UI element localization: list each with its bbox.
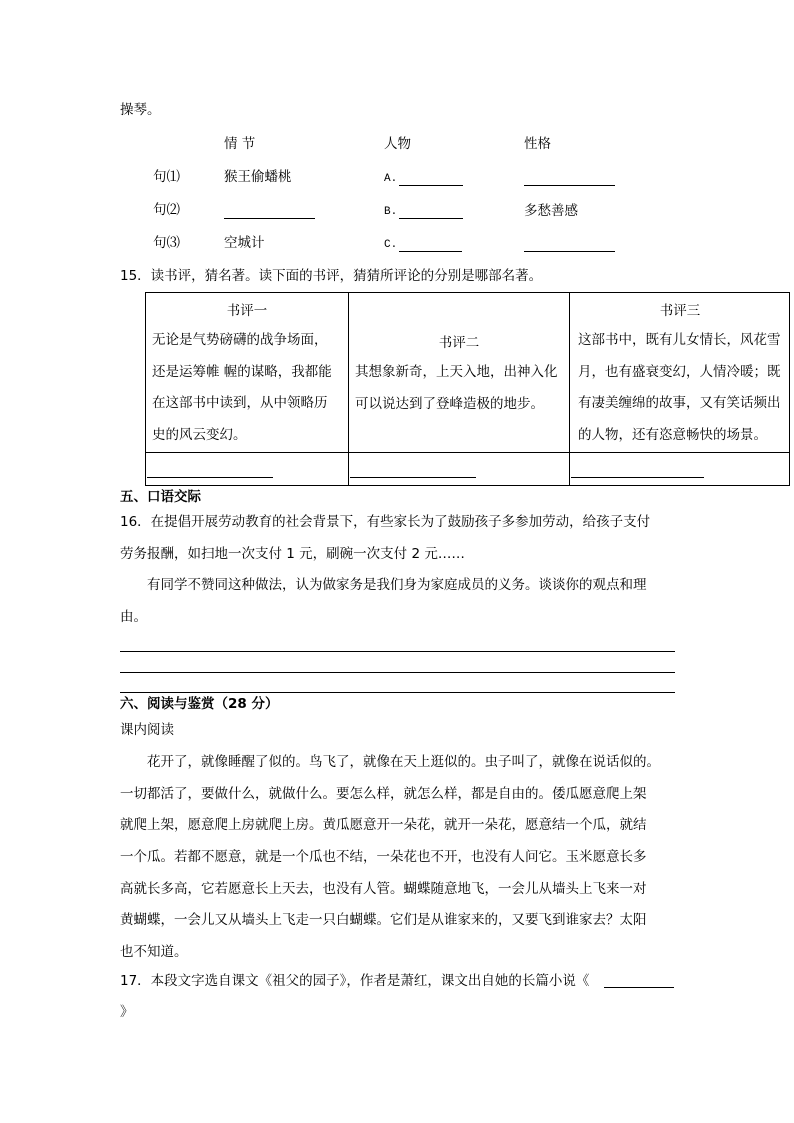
- passage-line: 黄蝴蝶，一会儿又从墙头上飞走一只白蝴蝶。它们是从谁家来的，又要飞到谁家去？太阳: [120, 912, 647, 929]
- q16-answer-line-3[interactable]: [120, 692, 675, 693]
- section-6-heading: 六、阅读与鉴赏（28 分）: [120, 696, 279, 712]
- review-1-body: [152, 325, 332, 451]
- review-2-line: 其想象新奇，上天入地，出神入化: [355, 364, 558, 380]
- review-1-line: 史的风云变幻。: [152, 426, 247, 443]
- q16-answer-line-2[interactable]: [120, 672, 675, 673]
- section-5-heading: 五、口语交际: [120, 489, 201, 505]
- q17-question: 17．本段文字选自课文《祖父的园子》，作者是萧红，课文出自她的长篇小说《: [120, 973, 590, 989]
- q16-line: 由。: [120, 609, 147, 626]
- column-divider: [348, 293, 349, 485]
- person-answer-blank-1[interactable]: [399, 185, 463, 186]
- trait-answer-blank-3[interactable]: [524, 251, 615, 252]
- passage-line: 花开了，就像睡醒了似的。鸟飞了，就像在天上逛似的。虫子叫了，就像在说话似的。: [147, 754, 660, 770]
- review-1-line: 无论是气势磅礴的战争场面，: [152, 332, 328, 348]
- row-label-2: 句⑵: [153, 202, 180, 218]
- review-3-answer-blank[interactable]: [571, 477, 704, 478]
- person-answer-blank-2[interactable]: [399, 218, 463, 219]
- q16-line: 劳务报酬，如扫地一次支付 1 元，刷碗一次支付 2 元……: [120, 545, 465, 562]
- review-2-line: 可以说达到了登峰造极的地步。: [355, 395, 544, 412]
- q16-answer-line-1[interactable]: [120, 651, 675, 652]
- review-1-answer-blank[interactable]: [147, 477, 273, 478]
- review-3-body: [578, 325, 781, 451]
- row-label-3: 句⑶: [153, 235, 180, 251]
- person-answer-blank-3[interactable]: [399, 251, 462, 252]
- person-prefix-3: C.: [384, 239, 398, 251]
- trait-answer-blank-1[interactable]: [524, 185, 615, 186]
- review-3-line: 的人物，还有恣意畅快的场景。: [578, 426, 767, 443]
- passage-line: 一切都活了，要做什么，就做什么。要怎么样，就怎么样，都是自由的。倭瓜愿意爬上架: [120, 785, 647, 802]
- q17-answer-blank[interactable]: [604, 987, 674, 988]
- header-trait: 性格: [524, 136, 551, 152]
- passage-line: 一个瓜。若都不愿意，就是一个瓜也不结，一朵花也不开，也没有人问它。玉米愿意长多: [120, 849, 647, 866]
- review-2-title: 书评二: [438, 335, 480, 351]
- passage-line: 就爬上架，愿意爬上房就爬上房。黄瓜愿意开一朵花，就开一朵花，愿意结一个瓜，就结: [120, 817, 647, 834]
- q16-line: 16．在提倡开展劳动教育的社会背景下，有些家长为了鼓励孩子多参加劳动，给孩子支付: [120, 514, 651, 530]
- section-6-subheading: 课内阅读: [120, 722, 174, 738]
- row-divider: [146, 452, 789, 453]
- header-person: 人物: [384, 136, 411, 152]
- row-label-1: 句⑴: [153, 169, 180, 185]
- review-2-answer-blank[interactable]: [350, 477, 476, 478]
- trait-2: 多愁善感: [524, 203, 578, 219]
- review-1-line: 在这部书中读到，从中领略历: [152, 395, 328, 411]
- intro-tail-text: 操琴。: [120, 102, 161, 118]
- review-2-body: [355, 357, 558, 420]
- plot-1: 猴王偷蟠桃: [224, 169, 292, 185]
- review-3-line: 月，也有盛衰变幻，人情冷暖；既: [578, 363, 781, 380]
- person-prefix-1: A.: [384, 173, 398, 185]
- q17-question-close: 》: [120, 1004, 134, 1020]
- plot-answer-blank-2[interactable]: [224, 218, 315, 219]
- review-3-line: 这部书中，既有儿女情长，风花雪: [578, 332, 781, 348]
- review-1-title: 书评一: [226, 303, 268, 319]
- column-divider: [569, 293, 570, 485]
- person-prefix-2: B.: [384, 206, 398, 218]
- review-3-line: 有凄美缠绵的故事，又有笑话频出: [578, 395, 781, 411]
- reading-passage: [120, 747, 680, 969]
- q16-line: 有同学不赞同这种做法，认为做家务是我们身为家庭成员的义务。谈谈你的观点和理: [147, 577, 647, 594]
- q16-question: [120, 507, 680, 634]
- passage-line: 高就长多高，它若愿意长上天去，也没有人管。蝴蝶随意地飞，一会儿从墙头上飞来一对: [120, 880, 647, 897]
- q15-prompt: 15．读书评，猜名著。读下面的书评，猜猜所评论的分别是哪部名著。: [120, 268, 543, 284]
- review-3-title: 书评三: [659, 303, 701, 319]
- passage-line: 也不知道。: [120, 944, 188, 961]
- book-review-table: [145, 292, 790, 486]
- header-plot: 情 节: [224, 136, 256, 152]
- plot-3: 空城计: [224, 235, 265, 251]
- review-1-line: 还是运筹帷 幄的谋略，我都能: [152, 363, 332, 380]
